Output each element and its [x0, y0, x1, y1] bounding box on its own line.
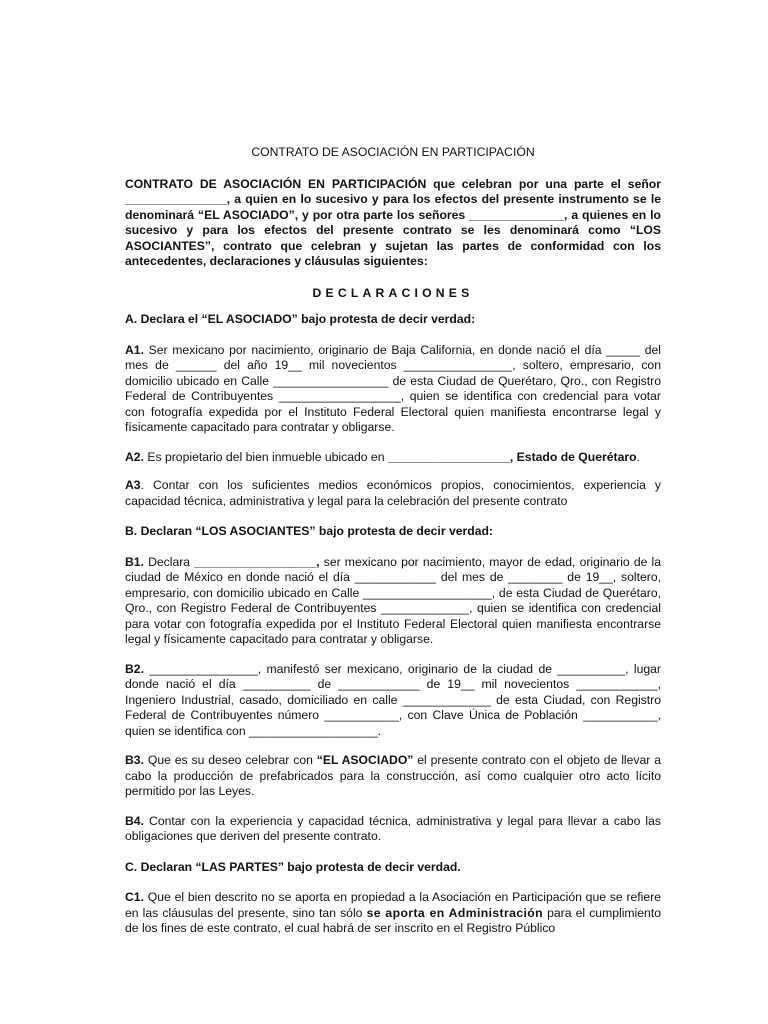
- clause-a2: [125, 450, 661, 466]
- clause-a2-label: A2.: [125, 449, 144, 464]
- clause-b4-label: B4.: [125, 813, 144, 828]
- clause-b2-text: ________________, manifestó ser mexicano, originario de la ciudad de __________, lugar donde nació el día __________ de ____________ de 19__ mil novecientos ____________, Ingeniero Industrial, casado, domiciliado en calle _____________ de esta Ciudad, con Registro Federal de Contribuyentes número ___________, con Clave Única de Población ___________, quien se identifica con ___________________.: [125, 661, 661, 738]
- clause-a3-text: . Contar con los suficientes medios económicos propios, conocimientos, experiencia y capacidad técnica, administrativa y legal para la celebración del presente contrato: [125, 478, 661, 508]
- section-a-heading: A. Declara el “EL ASOCIADO” bajo protesta de decir verdad:: [125, 312, 476, 326]
- clause-a3-label: A3: [125, 478, 141, 492]
- clause-a3: [125, 478, 661, 509]
- clause-b3-text-1: Que es su deseo celebrar con: [143, 753, 317, 767]
- clause-c1-label: C1.: [125, 890, 144, 904]
- section-b-heading: B. Declaran “LOS ASOCIANTES” bajo protesta de decir verdad:: [125, 524, 493, 538]
- declaraciones-heading: DECLARACIONES: [312, 285, 474, 300]
- clause-b1-bold: __________________,: [194, 554, 320, 569]
- clause-c1-text-2: para el cumplimiento de los fines de este contrato, el cual habrá de ser inscrito en el Registro Público: [125, 905, 661, 935]
- clause-b3-text-2: el presente contrato con el objeto de llevar a cabo la producción de prefabricados para la construcción, así como cualquier otro acto lícito permitido por las Leyes.: [125, 753, 661, 798]
- intro-paragraph: CONTRATO DE ASOCIACIÓN EN PARTICIPACIÓN que celebran por una parte el señor _______________, a quien en lo sucesivo y para los efectos del presente instrumento se le denominará “EL ASOCIADO”, y por otra parte los señores ______________, a quienes en lo sucesivo y para los efectos del presente contrato se les denominará como “LOS ASOCIANTES”, contrato que celebran y sujetan las partes de conformidad con los antecedentes, declaraciones y cláusulas siguientes:: [125, 176, 661, 268]
- clause-b4: [125, 814, 661, 845]
- document-page: [125, 145, 661, 951]
- clause-b1-text-1: Declara: [143, 554, 195, 569]
- clause-b2: [125, 662, 661, 740]
- clause-b1: [125, 555, 661, 648]
- clause-b4-text: Contar con la experiencia y capacidad técnica, administrativa y legal para llevar a cabo las obligaciones que deriven del presente contrato.: [125, 813, 661, 843]
- clause-c1-text-1: Que el bien descrito no se aporta en propiedad a la Asociación en Participación que se refiere en las cláusulas del presente, sino tan sólo: [125, 890, 661, 920]
- section-c-heading: C. Declaran “LAS PARTES” bajo protesta de decir verdad.: [125, 859, 461, 874]
- clause-b1-text-2: ser mexicano por nacimiento, mayor de edad, originario de la ciudad de México en donde nació el día ____________ del mes de ________ de 19__, soltero, empresario, con domicilio ubicado en Calle ___________________, de esta Ciudad de Querétaro, Qro., con Registro Federal de Contribuyentes _____________, quien se identifica con credencial para votar con fotografía expedida por el Instituto Federal Electoral quien manifiesta encontrarse legal y físicamente capacitado para contratar y obligarse.: [125, 554, 661, 646]
- clause-a1-label: A1.: [125, 342, 144, 357]
- clause-a2-text: Es propietario del bien inmueble ubicado en: [143, 449, 388, 464]
- document-title: CONTRATO DE ASOCIACIÓN EN PARTICIPACIÓN: [251, 145, 535, 159]
- clause-c1-bold: se aporta en Administración: [366, 905, 543, 920]
- clause-a2-end: .: [636, 449, 640, 464]
- clause-b3-label: B3.: [125, 753, 144, 767]
- clause-c1: [125, 890, 661, 937]
- clause-a2-bold: __________________, Estado de Querétaro: [387, 449, 637, 464]
- clause-b2-label: B2.: [125, 661, 144, 676]
- clause-b3: [125, 753, 661, 800]
- clause-a1: [125, 343, 661, 436]
- clause-b1-label: B1.: [125, 554, 144, 569]
- clause-a1-text: Ser mexicano por nacimiento, originario de Baja California, en donde nació el día _____ del mes de ______ del año 19__ mil novecientos ________________, soltero, empresario, con domicilio ubicado en Calle _________________ de esta Ciudad de Querétaro, Qro., con Registro Federal de Contribuyentes __________________, quien se identifica con credencial para votar con fotografía expedida por el Instituto Federal Electoral quien manifiesta encontrarse legal y físicamente capacitado para contratar y obligarse.: [125, 342, 661, 434]
- clause-b3-bold: “EL ASOCIADO”: [316, 753, 414, 767]
